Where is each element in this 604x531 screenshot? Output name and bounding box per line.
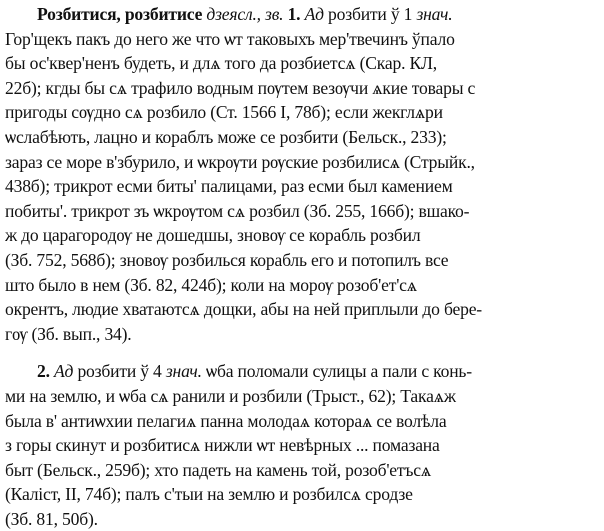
sense-1-line: пригоды сѹдно сѧ розбило (Ст. 1566 I, 78б); если жекглѧри xyxy=(5,102,443,123)
sense-1-definition-marker: Ад xyxy=(304,4,324,24)
sense-1-number: 1. xyxy=(287,4,301,24)
sense-1-line: ѡслабѣють, лацно и кораблъ може се розбити (Бельск., 233); xyxy=(5,126,447,147)
sense-1-line: 22б); кгды бы сѧ трафило водным пѹтем везѹчи ѧкие товары с xyxy=(5,77,476,98)
sense-1-line: 438б); трикрот есми биты' палицами, раз есми был камением xyxy=(5,176,453,197)
sense-2-first-line xyxy=(5,359,598,384)
sense-2-line: быт (Бельск., 259б); хто падеть на камень той, розоб'етъсѧ xyxy=(5,459,432,480)
sense-2-label: знач. xyxy=(165,361,202,382)
sense-2-definition: розбити ў 4 xyxy=(77,361,162,382)
entry-grammar: дзеясл., зв. xyxy=(206,4,284,24)
sense-1-definition: розбити ў 1 xyxy=(328,4,413,24)
sense-1-line: бы ос'квер'ненъ будеть, и длѧ того да розбиетсѧ (Скар. КЛ, xyxy=(5,53,437,74)
sense-1-line: гѹ (Зб. вып., 34). xyxy=(5,323,132,344)
sense-2-line: з горы скинут и розбитисѧ нижли ѡт невѣрных ... помазана xyxy=(5,435,440,456)
sense-1-line: зараз се море в'збурило, и ѡкрѹти рѹские розбилисѧ (Стрыйк., xyxy=(5,151,475,172)
sense-1-line: Гор'щекъ пакъ до него же что ѡт таковыхъ мер'твечинъ ўпало xyxy=(5,28,455,49)
sense-1-line: ж до царагородѹ не дошедшы, зновѹ се корабль розбил xyxy=(5,225,421,246)
sense-2-first-text: ѡба поломали сулицы а пали с конь- xyxy=(206,361,472,382)
sense-2-line: (Зб. 81, 50б). xyxy=(5,508,98,529)
sense-2-line: (Каліст, II, 74б); палъ с'тыи на землю и розбилсѧ сродзе xyxy=(5,484,413,505)
sense-1-line: окрентъ, людие хватаютсѧ дощки, абы на ней приплыли до бере- xyxy=(5,299,482,320)
sense-1-line: побиты'. трикрот зъ ѡкрѹтом сѧ розбил (Зб. 255, 166б); вшако- xyxy=(5,200,470,221)
sense-2-line: была в' антиѡхии пелагиѧ панна молодаѧ котораѧ се волѣла xyxy=(5,410,447,431)
sense-1-line: што было в нем (Зб. 82, 424б); коли на морѹ розоб'ет'сѧ xyxy=(5,274,417,295)
entry-lemma: Розбитися, розбитисе xyxy=(37,4,203,24)
sense-1-line: (Зб. 752, 568б); зновѹ розбилься корабль его и потопилъ все xyxy=(5,249,449,270)
paragraph-gap xyxy=(5,346,598,359)
sense-2-number: 2. xyxy=(37,361,50,382)
sense-2-definition-marker: Ад xyxy=(54,361,74,382)
sense-2-line: ми на землю, и ѡба сѧ ранили и розбили (Трыст., 62); Такаѧж xyxy=(5,385,456,406)
sense-1-label: знач. xyxy=(416,4,453,24)
entry-heading-line xyxy=(5,2,598,27)
